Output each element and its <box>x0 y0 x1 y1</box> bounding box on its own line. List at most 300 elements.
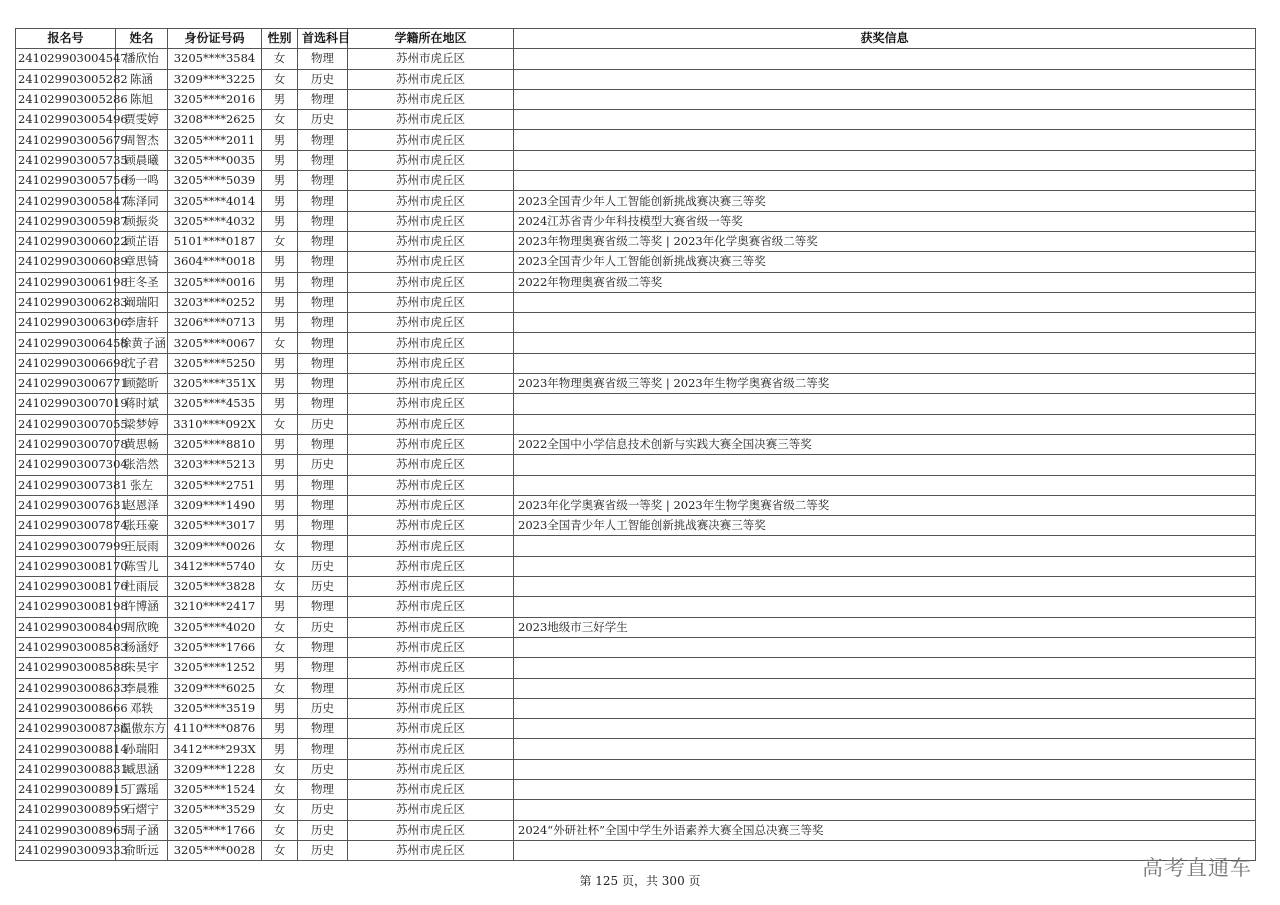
cell-id-number: 3203****5213 <box>168 455 262 475</box>
cell-awards <box>514 678 1256 698</box>
cell-primary-subject: 物理 <box>298 130 348 150</box>
table-row <box>16 658 1256 678</box>
cell-gender: 男 <box>262 475 298 495</box>
cell-awards: 2024江苏省青少年科技模型大赛省级一等奖 <box>514 211 1256 231</box>
cell-school-region: 苏州市虎丘区 <box>348 89 514 109</box>
table-row <box>16 719 1256 739</box>
cell-registration-number: 241029903008959 <box>16 800 116 820</box>
cell-school-region: 苏州市虎丘区 <box>348 49 514 69</box>
cell-awards <box>514 313 1256 333</box>
cell-name: 潘欣怡 <box>116 49 168 69</box>
cell-school-region: 苏州市虎丘区 <box>348 658 514 678</box>
cell-id-number: 3205****1524 <box>168 779 262 799</box>
cell-gender: 女 <box>262 820 298 840</box>
cell-gender: 女 <box>262 840 298 860</box>
cell-school-region: 苏州市虎丘区 <box>348 414 514 434</box>
cell-id-number: 3206****0713 <box>168 313 262 333</box>
cell-name: 杨涵妤 <box>116 637 168 657</box>
table-row <box>16 678 1256 698</box>
table-row <box>16 617 1256 637</box>
table-row <box>16 779 1256 799</box>
cell-school-region: 苏州市虎丘区 <box>348 130 514 150</box>
cell-id-number: 3205****5250 <box>168 353 262 373</box>
cell-awards: 2023年物理奥赛省级三等奖 | 2023年生物学奥赛省级二等奖 <box>514 374 1256 394</box>
cell-name: 邓轶 <box>116 698 168 718</box>
cell-awards <box>514 779 1256 799</box>
cell-awards <box>514 800 1256 820</box>
cell-id-number: 3205****4032 <box>168 211 262 231</box>
cell-name: 贾雯婷 <box>116 110 168 130</box>
cell-primary-subject: 物理 <box>298 252 348 272</box>
cell-id-number: 3205****1766 <box>168 820 262 840</box>
cell-name: 庄冬圣 <box>116 272 168 292</box>
cell-primary-subject: 物理 <box>298 272 348 292</box>
cell-primary-subject: 物理 <box>298 739 348 759</box>
cell-awards <box>514 759 1256 779</box>
cell-id-number: 3412****293X <box>168 739 262 759</box>
table-row <box>16 637 1256 657</box>
cell-registration-number: 241029903007631 <box>16 495 116 515</box>
cell-primary-subject: 物理 <box>298 211 348 231</box>
header-registration-number: 报名号 <box>16 29 116 49</box>
table-row <box>16 556 1256 576</box>
cell-gender: 男 <box>262 658 298 678</box>
cell-primary-subject: 物理 <box>298 353 348 373</box>
cell-awards <box>514 150 1256 170</box>
cell-id-number: 3209****1490 <box>168 495 262 515</box>
cell-gender: 男 <box>262 739 298 759</box>
cell-id-number: 5101****0187 <box>168 231 262 251</box>
cell-registration-number: 241029903006198 <box>16 272 116 292</box>
cell-id-number: 3205****3828 <box>168 577 262 597</box>
table-row <box>16 577 1256 597</box>
cell-awards: 2024“外研社杯”全国中学生外语素养大赛全国总决赛三等奖 <box>514 820 1256 840</box>
cell-school-region: 苏州市虎丘区 <box>348 394 514 414</box>
cell-id-number: 3205****3584 <box>168 49 262 69</box>
cell-primary-subject: 历史 <box>298 69 348 89</box>
table-row <box>16 89 1256 109</box>
cell-name: 许博涵 <box>116 597 168 617</box>
cell-school-region: 苏州市虎丘区 <box>348 597 514 617</box>
cell-name: 顾懿昕 <box>116 374 168 394</box>
cell-gender: 男 <box>262 516 298 536</box>
cell-gender: 男 <box>262 292 298 312</box>
cell-primary-subject: 物理 <box>298 89 348 109</box>
table-row <box>16 191 1256 211</box>
cell-school-region: 苏州市虎丘区 <box>348 374 514 394</box>
cell-awards <box>514 637 1256 657</box>
cell-registration-number: 241029903006283 <box>16 292 116 312</box>
cell-registration-number: 241029903008170 <box>16 556 116 576</box>
cell-awards <box>514 698 1256 718</box>
cell-registration-number: 241029903007055 <box>16 414 116 434</box>
cell-school-region: 苏州市虎丘区 <box>348 840 514 860</box>
cell-id-number: 3209****1228 <box>168 759 262 779</box>
cell-gender: 男 <box>262 597 298 617</box>
cell-registration-number: 241029903007381 <box>16 475 116 495</box>
cell-awards <box>514 49 1256 69</box>
table-row <box>16 840 1256 860</box>
cell-name: 沈子君 <box>116 353 168 373</box>
cell-primary-subject: 历史 <box>298 800 348 820</box>
cell-name: 周子涵 <box>116 820 168 840</box>
cell-awards: 2022全国中小学信息技术创新与实践大赛全国决赛三等奖 <box>514 434 1256 454</box>
cell-name: 顾芷语 <box>116 231 168 251</box>
cell-registration-number: 241029903007999 <box>16 536 116 556</box>
cell-primary-subject: 物理 <box>298 658 348 678</box>
page-number: 第 125 页，共 300 页 <box>579 874 701 888</box>
table-row <box>16 759 1256 779</box>
cell-gender: 女 <box>262 759 298 779</box>
cell-gender: 男 <box>262 353 298 373</box>
cell-school-region: 苏州市虎丘区 <box>348 333 514 353</box>
cell-id-number: 3205****4020 <box>168 617 262 637</box>
cell-registration-number: 241029903007078 <box>16 434 116 454</box>
cell-primary-subject: 历史 <box>298 759 348 779</box>
cell-id-number: 3205****0067 <box>168 333 262 353</box>
cell-school-region: 苏州市虎丘区 <box>348 536 514 556</box>
cell-primary-subject: 历史 <box>298 577 348 597</box>
cell-gender: 男 <box>262 89 298 109</box>
cell-registration-number: 241029903005282 <box>16 69 116 89</box>
table-row <box>16 475 1256 495</box>
cell-gender: 女 <box>262 617 298 637</box>
cell-id-number: 3209****6025 <box>168 678 262 698</box>
cell-school-region: 苏州市虎丘区 <box>348 252 514 272</box>
cell-primary-subject: 物理 <box>298 171 348 191</box>
cell-id-number: 3209****3225 <box>168 69 262 89</box>
cell-gender: 女 <box>262 110 298 130</box>
cell-primary-subject: 物理 <box>298 719 348 739</box>
cell-registration-number: 241029903008176 <box>16 577 116 597</box>
cell-name: 赵恩泽 <box>116 495 168 515</box>
cell-awards <box>514 353 1256 373</box>
cell-awards <box>514 394 1256 414</box>
cell-primary-subject: 物理 <box>298 292 348 312</box>
table-row <box>16 374 1256 394</box>
cell-gender: 女 <box>262 414 298 434</box>
cell-primary-subject: 物理 <box>298 313 348 333</box>
cell-primary-subject: 历史 <box>298 455 348 475</box>
cell-school-region: 苏州市虎丘区 <box>348 719 514 739</box>
cell-gender: 男 <box>262 130 298 150</box>
cell-id-number: 3205****3519 <box>168 698 262 718</box>
table-row <box>16 171 1256 191</box>
cell-awards: 2022年物理奥赛省级二等奖 <box>514 272 1256 292</box>
cell-name: 杜雨辰 <box>116 577 168 597</box>
cell-registration-number: 241029903008588 <box>16 658 116 678</box>
table-row <box>16 130 1256 150</box>
cell-registration-number: 241029903006089 <box>16 252 116 272</box>
cell-name: 顾晨曦 <box>116 150 168 170</box>
cell-school-region: 苏州市虎丘区 <box>348 577 514 597</box>
cell-id-number: 3205****0028 <box>168 840 262 860</box>
cell-name: 张左 <box>116 475 168 495</box>
cell-id-number: 3209****0026 <box>168 536 262 556</box>
cell-gender: 男 <box>262 495 298 515</box>
table-row <box>16 252 1256 272</box>
cell-name: 温傲东方 <box>116 719 168 739</box>
cell-school-region: 苏州市虎丘区 <box>348 820 514 840</box>
header-gender: 性别 <box>262 29 298 49</box>
table-row <box>16 150 1256 170</box>
table-row <box>16 536 1256 556</box>
cell-id-number: 3205****0035 <box>168 150 262 170</box>
cell-registration-number: 241029903005679 <box>16 130 116 150</box>
cell-school-region: 苏州市虎丘区 <box>348 434 514 454</box>
table-row <box>16 800 1256 820</box>
cell-name: 阚瑞阳 <box>116 292 168 312</box>
table-row <box>16 495 1256 515</box>
cell-school-region: 苏州市虎丘区 <box>348 739 514 759</box>
cell-registration-number: 241029903008814 <box>16 739 116 759</box>
cell-registration-number: 241029903008666 <box>16 698 116 718</box>
cell-registration-number: 241029903006022 <box>16 231 116 251</box>
cell-gender: 男 <box>262 252 298 272</box>
cell-gender: 女 <box>262 637 298 657</box>
cell-registration-number: 241029903005735 <box>16 150 116 170</box>
cell-name: 张浩然 <box>116 455 168 475</box>
cell-gender: 女 <box>262 556 298 576</box>
cell-id-number: 4110****0876 <box>168 719 262 739</box>
cell-primary-subject: 物理 <box>298 434 348 454</box>
cell-awards <box>514 475 1256 495</box>
cell-primary-subject: 物理 <box>298 495 348 515</box>
cell-name: 丁露瑶 <box>116 779 168 799</box>
table-row <box>16 292 1256 312</box>
table-row <box>16 434 1256 454</box>
cell-awards: 2023全国青少年人工智能创新挑战赛决赛三等奖 <box>514 252 1256 272</box>
table-row <box>16 597 1256 617</box>
cell-id-number: 3210****2417 <box>168 597 262 617</box>
header-name: 姓名 <box>116 29 168 49</box>
cell-primary-subject: 历史 <box>298 414 348 434</box>
cell-name: 梁梦婷 <box>116 414 168 434</box>
cell-school-region: 苏州市虎丘区 <box>348 475 514 495</box>
cell-name: 张珏豪 <box>116 516 168 536</box>
cell-registration-number: 241029903008736 <box>16 719 116 739</box>
cell-name: 陈泽同 <box>116 191 168 211</box>
cell-registration-number: 241029903008633 <box>16 678 116 698</box>
table-header <box>16 29 1256 49</box>
table-row <box>16 394 1256 414</box>
cell-id-number: 3205****4535 <box>168 394 262 414</box>
table-row <box>16 333 1256 353</box>
table-row <box>16 353 1256 373</box>
cell-school-region: 苏州市虎丘区 <box>348 191 514 211</box>
cell-awards: 2023年化学奥赛省级一等奖 | 2023年生物学奥赛省级二等奖 <box>514 495 1256 515</box>
cell-school-region: 苏州市虎丘区 <box>348 495 514 515</box>
table-row <box>16 272 1256 292</box>
cell-school-region: 苏州市虎丘区 <box>348 698 514 718</box>
cell-awards <box>514 69 1256 89</box>
cell-id-number: 3208****2625 <box>168 110 262 130</box>
header-row <box>16 29 1256 49</box>
cell-gender: 男 <box>262 719 298 739</box>
cell-school-region: 苏州市虎丘区 <box>348 110 514 130</box>
cell-school-region: 苏州市虎丘区 <box>348 516 514 536</box>
cell-gender: 男 <box>262 455 298 475</box>
table-row <box>16 820 1256 840</box>
cell-name: 顾振炎 <box>116 211 168 231</box>
cell-awards <box>514 414 1256 434</box>
watermark: 高考直通车 <box>1142 856 1252 880</box>
cell-gender: 男 <box>262 313 298 333</box>
table-row <box>16 231 1256 251</box>
cell-id-number: 3205****2751 <box>168 475 262 495</box>
cell-name: 李唐轩 <box>116 313 168 333</box>
cell-primary-subject: 物理 <box>298 597 348 617</box>
cell-school-region: 苏州市虎丘区 <box>348 617 514 637</box>
cell-awards: 2023全国青少年人工智能创新挑战赛决赛三等奖 <box>514 191 1256 211</box>
cell-id-number: 3310****092X <box>168 414 262 434</box>
cell-gender: 男 <box>262 171 298 191</box>
cell-school-region: 苏州市虎丘区 <box>348 171 514 191</box>
cell-school-region: 苏州市虎丘区 <box>348 455 514 475</box>
cell-id-number: 3604****0018 <box>168 252 262 272</box>
cell-awards <box>514 110 1256 130</box>
table-row <box>16 516 1256 536</box>
cell-gender: 女 <box>262 779 298 799</box>
cell-id-number: 3412****5740 <box>168 556 262 576</box>
table-row <box>16 739 1256 759</box>
cell-name: 俞昕远 <box>116 840 168 860</box>
cell-registration-number: 241029903008831 <box>16 759 116 779</box>
cell-awards <box>514 89 1256 109</box>
header-awards: 获奖信息 <box>514 29 1256 49</box>
cell-registration-number: 241029903005496 <box>16 110 116 130</box>
cell-primary-subject: 历史 <box>298 840 348 860</box>
cell-primary-subject: 物理 <box>298 191 348 211</box>
cell-name: 蒋时斌 <box>116 394 168 414</box>
cell-school-region: 苏州市虎丘区 <box>348 231 514 251</box>
cell-primary-subject: 物理 <box>298 516 348 536</box>
cell-name: 杨一鸣 <box>116 171 168 191</box>
cell-id-number: 3205****0016 <box>168 272 262 292</box>
cell-id-number: 3205****351X <box>168 374 262 394</box>
cell-id-number: 3205****3529 <box>168 800 262 820</box>
cell-name: 石熠宁 <box>116 800 168 820</box>
cell-primary-subject: 物理 <box>298 49 348 69</box>
cell-awards <box>514 455 1256 475</box>
header-primary-subject: 首选科目 <box>298 29 348 49</box>
cell-school-region: 苏州市虎丘区 <box>348 211 514 231</box>
cell-primary-subject: 物理 <box>298 475 348 495</box>
cell-gender: 女 <box>262 800 298 820</box>
cell-registration-number: 241029903005847 <box>16 191 116 211</box>
cell-primary-subject: 历史 <box>298 617 348 637</box>
cell-name: 孙瑞阳 <box>116 739 168 759</box>
cell-gender: 男 <box>262 374 298 394</box>
cell-school-region: 苏州市虎丘区 <box>348 779 514 799</box>
cell-id-number: 3205****5039 <box>168 171 262 191</box>
cell-school-region: 苏州市虎丘区 <box>348 637 514 657</box>
cell-awards: 2023全国青少年人工智能创新挑战赛决赛三等奖 <box>514 516 1256 536</box>
cell-name: 周欣晚 <box>116 617 168 637</box>
cell-awards <box>514 333 1256 353</box>
cell-awards <box>514 739 1256 759</box>
cell-name: 陈旭 <box>116 89 168 109</box>
cell-awards <box>514 658 1256 678</box>
cell-primary-subject: 物理 <box>298 394 348 414</box>
table-row <box>16 414 1256 434</box>
cell-school-region: 苏州市虎丘区 <box>348 292 514 312</box>
cell-gender: 男 <box>262 191 298 211</box>
table-body <box>16 49 1256 861</box>
cell-registration-number: 241029903007304 <box>16 455 116 475</box>
cell-awards: 2023地级市三好学生 <box>514 617 1256 637</box>
cell-gender: 女 <box>262 333 298 353</box>
cell-id-number: 3203****0252 <box>168 292 262 312</box>
cell-name: 王辰雨 <box>116 536 168 556</box>
cell-awards <box>514 719 1256 739</box>
cell-gender: 男 <box>262 434 298 454</box>
cell-school-region: 苏州市虎丘区 <box>348 678 514 698</box>
cell-id-number: 3205****3017 <box>168 516 262 536</box>
cell-awards <box>514 130 1256 150</box>
cell-name: 周智杰 <box>116 130 168 150</box>
table-row <box>16 313 1256 333</box>
cell-name: 章思锜 <box>116 252 168 272</box>
cell-registration-number: 241029903005286 <box>16 89 116 109</box>
cell-id-number: 3205****1252 <box>168 658 262 678</box>
cell-registration-number: 241029903008915 <box>16 779 116 799</box>
table-row <box>16 211 1256 231</box>
cell-registration-number: 241029903007874 <box>16 516 116 536</box>
cell-id-number: 3205****2016 <box>168 89 262 109</box>
header-school-region: 学籍所在地区 <box>348 29 514 49</box>
cell-awards <box>514 556 1256 576</box>
cell-gender: 男 <box>262 698 298 718</box>
cell-school-region: 苏州市虎丘区 <box>348 800 514 820</box>
table-row <box>16 69 1256 89</box>
cell-registration-number: 241029903008198 <box>16 597 116 617</box>
cell-name: 李晨雅 <box>116 678 168 698</box>
cell-gender: 女 <box>262 577 298 597</box>
cell-primary-subject: 物理 <box>298 150 348 170</box>
cell-registration-number: 241029903008583 <box>16 637 116 657</box>
table-row <box>16 455 1256 475</box>
cell-awards: 2023年物理奥赛省级二等奖 | 2023年化学奥赛省级二等奖 <box>514 231 1256 251</box>
cell-id-number: 3205****1766 <box>168 637 262 657</box>
cell-registration-number: 241029903009333 <box>16 840 116 860</box>
cell-awards <box>514 597 1256 617</box>
cell-registration-number: 241029903005756 <box>16 171 116 191</box>
cell-primary-subject: 物理 <box>298 333 348 353</box>
cell-gender: 女 <box>262 231 298 251</box>
table-row <box>16 49 1256 69</box>
cell-primary-subject: 物理 <box>298 779 348 799</box>
cell-school-region: 苏州市虎丘区 <box>348 759 514 779</box>
cell-primary-subject: 物理 <box>298 231 348 251</box>
cell-registration-number: 241029903005987 <box>16 211 116 231</box>
cell-id-number: 3205****2011 <box>168 130 262 150</box>
cell-primary-subject: 历史 <box>298 820 348 840</box>
cell-primary-subject: 物理 <box>298 678 348 698</box>
cell-id-number: 3205****4014 <box>168 191 262 211</box>
cell-primary-subject: 历史 <box>298 556 348 576</box>
cell-gender: 男 <box>262 272 298 292</box>
cell-name: 臧思涵 <box>116 759 168 779</box>
cell-registration-number: 241029903006771 <box>16 374 116 394</box>
cell-registration-number: 241029903006306 <box>16 313 116 333</box>
cell-name: 黄思畅 <box>116 434 168 454</box>
cell-school-region: 苏州市虎丘区 <box>348 69 514 89</box>
cell-primary-subject: 物理 <box>298 536 348 556</box>
cell-school-region: 苏州市虎丘区 <box>348 313 514 333</box>
cell-registration-number: 241029903006458 <box>16 333 116 353</box>
cell-school-region: 苏州市虎丘区 <box>348 150 514 170</box>
